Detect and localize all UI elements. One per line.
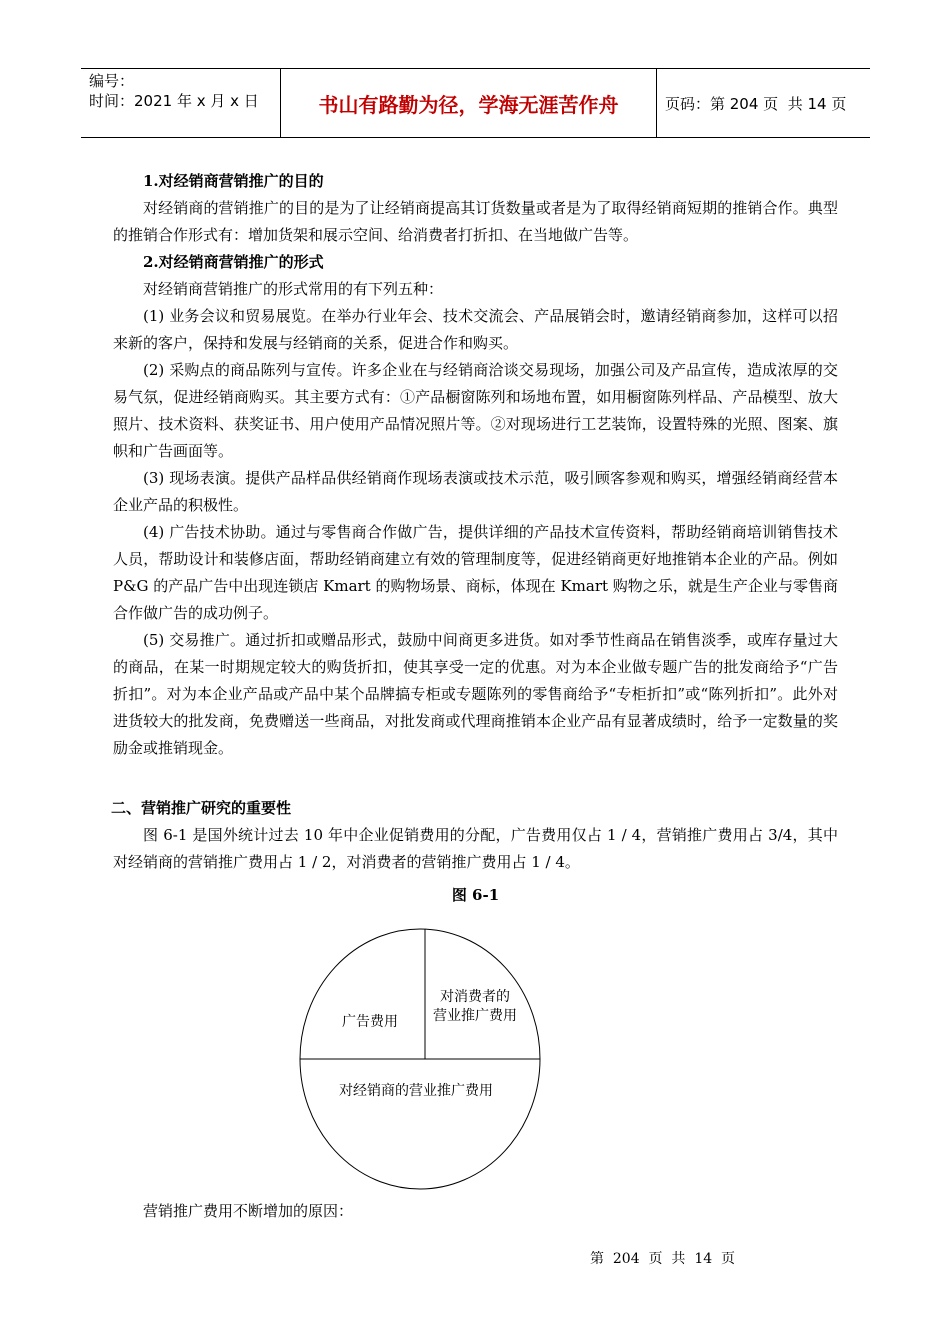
header-page-info: [657, 69, 870, 137]
slice-label-advertising: 广告费用: [342, 1014, 398, 1030]
list-item: (5) 交易推广。通过折扣或赠品形式，鼓励中间商更多进货。如对季节性商品在销售淡季，或库存量过大的商品，在某一时期规定较大的购货折扣，使其享受一定的优惠。对为本企业做专题广告的批发商给予“广告折扣”。对为本企业产品或产品中某个品牌搞专柜或专题陈列的零售商给予“专柜折扣”或“陈列折扣”。此外对进货较大的批发商，免费赠送一些商品，对批发商或代理商推销本企业产品有显著成绩时，给予一定数量的奖励金或推销现金。: [113, 631, 838, 757]
list-item: (2) 采购点的商品陈列与宣传。许多企业在与经销商洽谈交易现场，加强公司及产品宣传，造成浓厚的交易气氛，促进经销商购买。其主要方式有：①产品橱窗陈列和场地布置，如用橱窗陈列样品、产品模型、放大照片、技术资料、获奖证书、用户使用产品情况照片等。②对现场进行工艺装饰，设置特殊的光照、图案、旗帜和广告画面等。: [113, 361, 838, 460]
header-meta: [81, 69, 281, 137]
list-item: (1) 业务会议和贸易展览。在举办行业年会、技术交流会、产品展销会时，邀请经销商参加，这样可以招来新的客户，保持和发展与经销商的关系，促进合作和购买。: [113, 307, 838, 352]
section-3-title: 二、营销推广研究的重要性: [111, 799, 292, 817]
section-1-body: 对经销商的营销推广的目的是为了让经销商提高其订货数量或者是为了取得经销商短期的推销合作。典型的推销合作形式有：增加货架和展示空间、给消费者打折扣、在当地做广告等。: [113, 199, 838, 244]
time-label: 时间：2021 年 x 月 x 日: [89, 92, 259, 110]
slice-label-consumer-line1: 对消费者的: [440, 989, 510, 1005]
pie-chart-svg: [299, 928, 541, 1190]
section-2-title: 2.对经销商营销推广的形式: [143, 253, 324, 271]
slice-label-dealer: 对经销商的营业推广费用: [339, 1083, 493, 1099]
header-motto: 书山有路勤为径，学海无涯苦作舟: [281, 69, 657, 137]
figure-title: 图 6-1: [451, 886, 500, 904]
list-item: (4) 广告技术协助。通过与零售商合作做广告，提供详细的产品技术宣传资料，帮助经销商培训销售技术人员，帮助设计和装修店面，帮助经销商建立有效的管理制度等，促进经销商更好地推销本企业的产品。例如 P&G 的产品广告中出现连锁店 Kmart 的购物场景、商标，体现在 Kmart 购物之乐，就是生产企业与零售商合作做广告的成功例子。: [113, 523, 838, 622]
number-label: 编号：: [89, 72, 135, 90]
page-info-text: 页码：第 204 页 共 14 页: [665, 94, 847, 113]
pie-chart: [299, 928, 541, 1190]
section-2-intro: 对经销商营销推广的形式常用的有下列五种：: [143, 280, 444, 298]
document-body: [113, 168, 838, 908]
closing-line: 营销推广费用不断增加的原因：: [143, 1202, 354, 1220]
slice-label-consumer-line2: 营业推广费用: [433, 1008, 517, 1024]
list-item: (3) 现场表演。提供产品样品供经销商作现场表演或技术示范，吸引顾客参观和购买，增强经销商经营本企业产品的积极性。: [113, 469, 838, 514]
page-header: [81, 68, 870, 138]
page-footer: 第 204 页 共 14 页: [590, 1251, 736, 1267]
section-1-title: 1.对经销商营销推广的目的: [143, 172, 324, 190]
section-3-body: 图 6-1 是国外统计过去 10 年中企业促销费用的分配，广告费用仅占 1 / 4，营销推广费用占 3/4，其中对经销商的营销推广费用占 1 / 2，对消费者的营销推广费用占 1 / 4。: [113, 826, 838, 871]
